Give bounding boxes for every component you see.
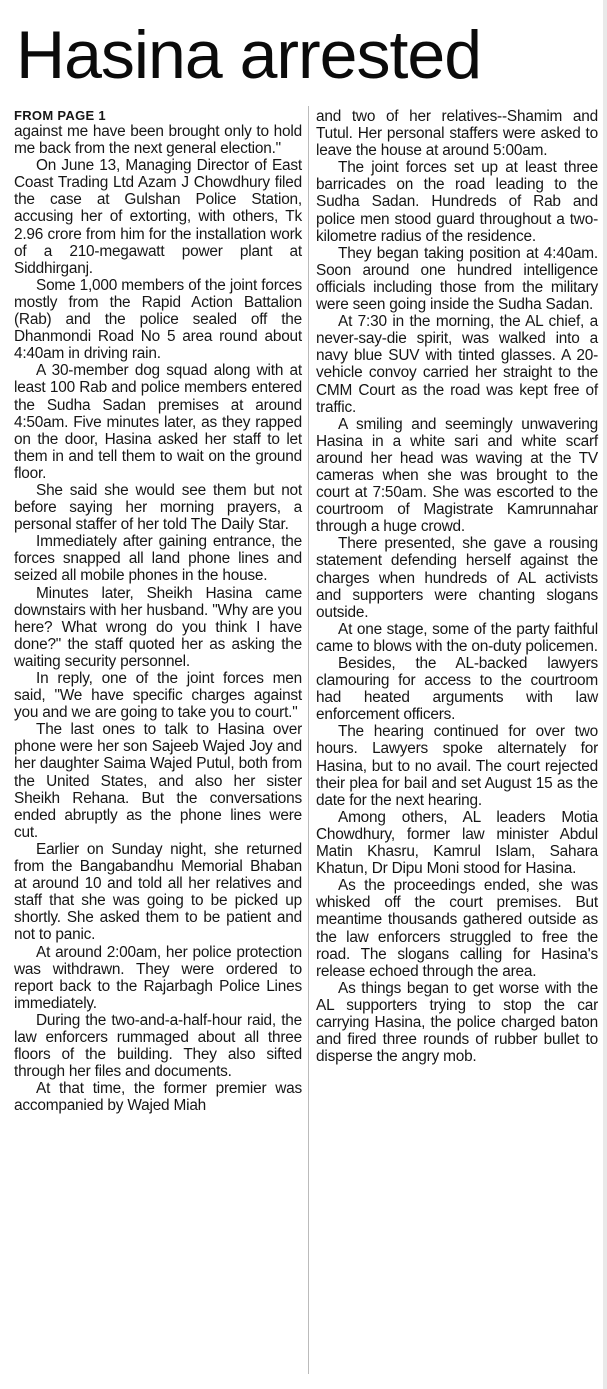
paragraph: At 7:30 in the morning, the AL chief, a never-say-die spirit, was walked into a navy blue SUV with tinted glasses. A 20-vehicle convoy carried her straight to the CMM Court as the road was kept free of traffic. — [316, 313, 598, 416]
headline: Hasina arrested — [16, 17, 482, 93]
paragraph: A smiling and seemingly unwavering Hasina in a white sari and white scarf around her head was waving at the TV cameras when she was brought to the court at 7:50am. She was escorted to the courtroom of Magistrate Kamrunnahar through a huge crowd. — [316, 415, 598, 536]
paragraph: The last ones to talk to Hasina over phone were her son Sajeeb Wajed Joy and her daughter Saima Wajed Putul, both from the United States, and also her sister Sheikh Rehana. But the conversations ended abruptly as the phone lines were cut. — [14, 721, 302, 841]
paragraph: They began taking position at 4:40am. Soon around one hundred intelligence officials including those from the military were seen going inside the Sudha Sadan. — [316, 244, 598, 314]
paragraph: The joint forces set up at least three barricades on the road leading to the Sudha Sadan. Hundreds of Rab and police men stood guard throughout a two-kilometre radius of the residence. — [316, 159, 598, 245]
column-divider — [308, 106, 309, 1374]
paragraph: During the two-and-a-half-hour raid, the law enforcers rummaged about all three floors of the building. They also sifted through her files and documents. — [14, 1011, 302, 1081]
paragraph: Immediately after gaining entrance, the forces snapped all land phone lines and seized all mobile phones in the house. — [14, 533, 302, 585]
right-column — [316, 108, 598, 1065]
from-page-label: FROM PAGE 1 — [14, 108, 106, 123]
left-column — [14, 108, 302, 1114]
paragraph: In reply, one of the joint forces men said, "We have specific charges against you and we are going to take you to court." — [14, 670, 302, 722]
paragraph: At that time, the former premier was accompanied by Wajed Miah — [14, 1080, 302, 1115]
paragraph: On June 13, Managing Director of East Coast Trading Ltd Azam J Chowdhury filed the case at Gulshan Police Station, accusing her of extorting, with others, Tk 2.96 crore from him for the installation work of a 210-megawatt power plant at Siddhirganj. — [14, 157, 302, 277]
paragraph: She said she would see them but not before saying her morning prayers, a personal staffer of her told The Daily Star. — [14, 481, 302, 534]
page-edge — [603, 0, 607, 1389]
paragraph: The hearing continued for over two hours. Lawyers spoke alternately for Hasina, but to no avail. The court rejected their plea for bail and set August 15 as the date for the next hearing. — [316, 723, 598, 809]
paragraph: Some 1,000 members of the joint forces mostly from the Rapid Action Battalion (Rab) and the police sealed off the Dhanmondi Road No 5 area round about 4:40am in driving rain. — [14, 276, 302, 363]
paragraph: Earlier on Sunday night, she returned from the Bangabandhu Memorial Bhaban at around 10 and told all her relatives and staff that she was going to be picked up shortly. She asked them to be patient and not to panic. — [14, 840, 302, 944]
paragraph: As the proceedings ended, she was whisked off the court premises. But meantime thousands gathered outside as the law enforcers struggled to free the road. The slogans calling for Hasina's release echoed through the area. — [316, 877, 598, 980]
paragraph: At around 2:00am, her police protection was withdrawn. They were ordered to report back to the Rajarbagh Police Lines immediately. — [14, 943, 302, 1012]
paragraph: against me have been brought only to hold me back from the next general election." — [14, 123, 302, 158]
paragraph: Minutes later, Sheikh Hasina came downstairs with her husband. "Why are you here? What wrong do you think I have done?" the staff quoted her as asking the waiting security personnel. — [14, 584, 302, 670]
paragraph: and two of her relatives--Shamim and Tutul. Her personal staffers were asked to leave the house at around 5:00am. — [316, 108, 598, 160]
paragraph: There presented, she gave a rousing statement defending herself against the charges when hundreds of AL activists and supporters were chanting slogans outside. — [316, 535, 598, 621]
paragraph: As things began to get worse with the AL supporters trying to stop the car carrying Hasina, the police charged baton and fired three rounds of rubber bullet to disperse the angry mob. — [316, 979, 598, 1066]
paragraph: Besides, the AL-backed lawyers clamouring for access to the courtroom had heated arguments with law enforcement officers. — [316, 655, 598, 724]
paragraph: A 30-member dog squad along with at least 100 Rab and police members entered the Sudha Sadan premises at around 4:50am. Five minutes later, as they rapped on the door, Hasina asked her staff to let them in and tell them to wait on the ground floor. — [14, 362, 302, 482]
paragraph: Among others, AL leaders Motia Chowdhury, former law minister Abdul Matin Khasru, Kamrul Islam, Sahara Khatun, Dr Dipu Moni stood for Hasina. — [316, 808, 598, 878]
paragraph: At one stage, some of the party faithful came to blows with the on-duty policemen. — [316, 620, 598, 655]
